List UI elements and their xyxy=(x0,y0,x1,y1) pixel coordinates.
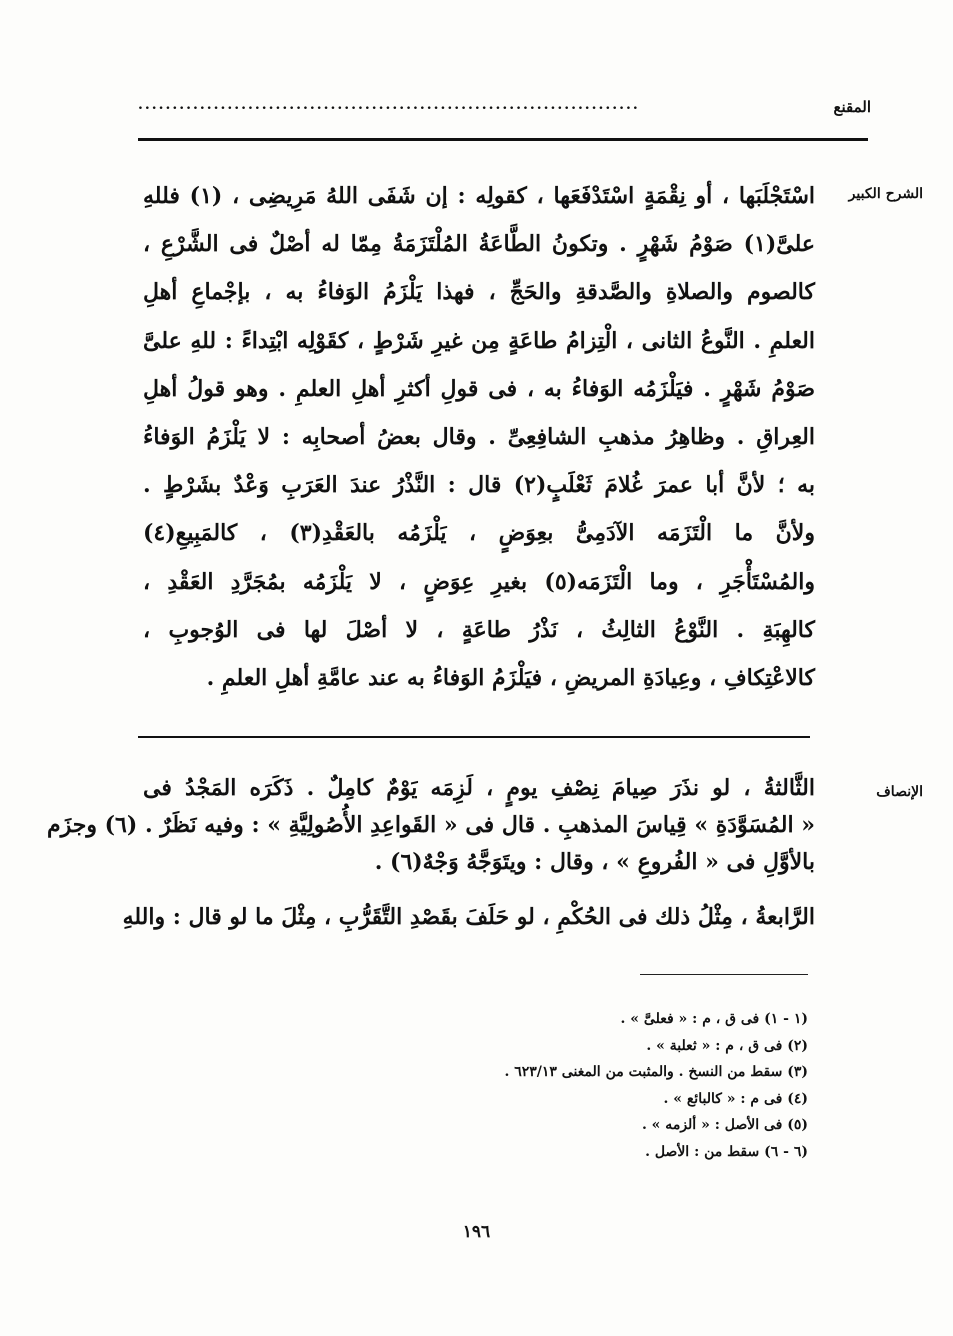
footnote: (٦ - ٦) سقط من : الأصل . xyxy=(645,1143,808,1160)
sharh-text-block xyxy=(143,172,815,702)
footnote: (١ - ١) فى ق ، م : « فعلىَّ » . xyxy=(620,1011,808,1027)
footnotes-block xyxy=(288,1006,808,1165)
text-line: كالصوم والصلاةِ والصَّدقةِ والحَجِّ ، فهذا يَلْزَمُ الوَفاءُ به ، بإجْماعِ أهلِ xyxy=(143,279,815,306)
text-line: كالاعْتِكافِ ، وعِيادَةِ المريضِ ، فيَلْزَمُ الوَفاءُ به عند عامَّةِ أهلِ العلمِ . xyxy=(206,664,815,691)
page-number: ١٩٦ xyxy=(462,1222,491,1242)
text-line: بالأوَّلِ فى « الفُروعِ » ، وقال : ويتَوَجَّهُ وَجْهٌ(٦) . xyxy=(374,849,815,875)
insaf-text-block xyxy=(46,770,815,936)
side-label-sharh: الشرح الكبير xyxy=(848,186,923,202)
side-label-insaf: الإنصاف xyxy=(876,784,923,800)
header-dot-leader: ......................................................................... xyxy=(138,97,640,113)
footnote-divider xyxy=(640,974,808,975)
text-line: العِراقِ . وظاهِرُ مذهبِ الشافِعِىِّ . وقال بعضُ أصحابِه : لا يَلْزَمُ الوَفاءُ xyxy=(143,423,815,450)
text-line: ولأنَّ ما الْتَزَمَه الآدَمِىُّ بعِوَضٍ ، يَلْزَمُه بالعَقْدِ(٣) ، كالمَبِيعِ(٤) xyxy=(143,520,815,547)
footnote: (٢) فى ق ، م : « ثعلبة » . xyxy=(646,1037,808,1054)
footnote: (٣) سقط من النسخ . والمثبت من المغنى ٦٢٣/١٣ . xyxy=(504,1064,808,1080)
text-line: اسْتَجْلَبَها ، أو نِقْمَةٍ اسْتَدْفَعَها ، كقولِه : إن شَفَى اللهُ مَرِيضِى ، (١) فللهِ xyxy=(143,183,816,209)
text-line: الرَّابعةُ ، مِثْلُ ذلك فى الحُكْمِ ، لو حَلَفَ بقَصْدِ التَّقَرُّبِ ، مِثْلَ ما لو قال : واللهِ xyxy=(122,904,815,930)
text-line: « المُسَوَّدَةِ » قِياسَ المذهبِ . قال فى « القَواعِدِ الأُصُولِيَّةِ » : وفيه نَظَرٌ . (٦) وجزَم xyxy=(46,812,815,838)
section-divider xyxy=(138,736,810,738)
text-line: علىَّ(١) صَوْمُ شَهْرٍ . وتكونُ الطَّاعَةُ المُلْتَزَمَةُ مِمّا له أصْلٌ فى الشَّرْعِ ، xyxy=(143,231,815,258)
text-line: العلمِ . النَّوعُ الثانى ، الْتِزامُ طاعَةٍ مِن غيرِ شَرْطٍ ، كقَوْلِه ابْتِداءً : للهِ علىَّ xyxy=(143,327,815,354)
footnote: (٥) فى الأصل : « ألزمه » . xyxy=(641,1117,808,1133)
running-header-title: المقنع xyxy=(833,98,871,116)
text-line: والمُسْتَأْجَرِ ، وما الْتَزَمَه(٥) بغيرِ عِوَضٍ ، لا يَلْزَمُه بمُجَرَّدِ العَقْدِ ، xyxy=(143,568,815,595)
text-line: به ؛ لأنَّ أبا عمرَ غُلامَ ثَعْلَبٍ(٢) قال : النَّذْرُ عندَ العَرَبِ وَعْدٌ بشَرْطٍ . xyxy=(143,472,816,499)
text-line: كالهِبَةِ . النَّوْعُ الثالِثُ ، نَذْرُ طاعَةٍ ، لا أصْلَ لها فى الوُجوبِ ، xyxy=(143,616,815,643)
footnote: (٤) فى م : « كالبائع » . xyxy=(663,1090,808,1107)
header-rule xyxy=(138,138,868,141)
text-line: صَوْمُ شَهْرٍ . فيَلْزَمُه الوَفاءُ به ، فى قولِ أكثرِ أهلِ العلمِ . وهو قولُ أهلِ xyxy=(143,375,815,402)
text-line: الثَّالثةُ ، لو نذَرَ صِيامَ نِصْفِ يومٍ ، لَزِمَه يَوْمٌ كامِلٌ . ذَكَرَه المَجْدُ فى xyxy=(143,775,815,801)
